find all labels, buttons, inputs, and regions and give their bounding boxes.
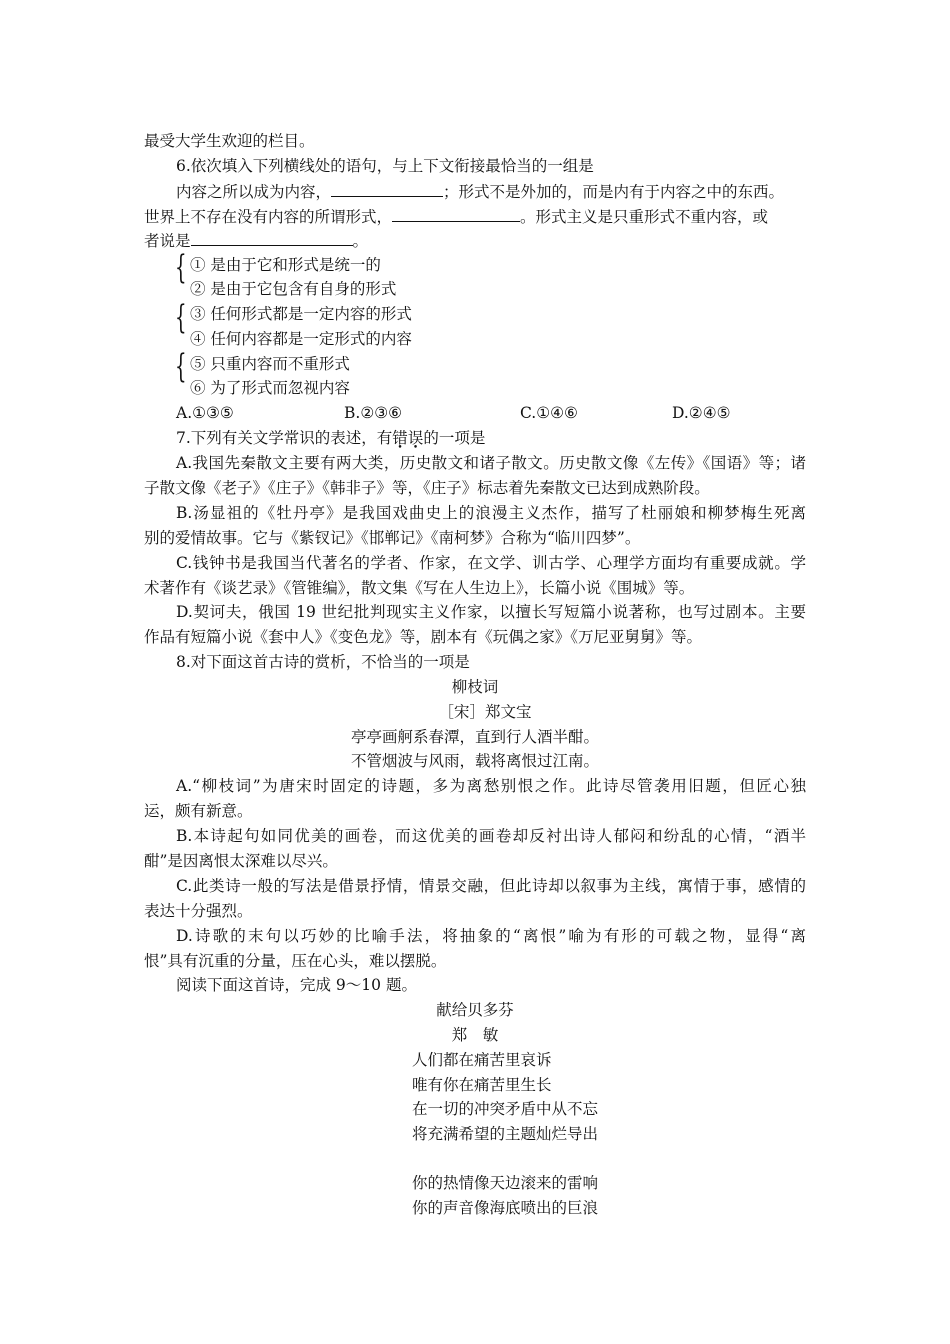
reading-poem-title: 献给贝多芬 <box>436 1001 514 1019</box>
q7-option-c-line1: C.钱钟书是我国当代著名的学者、作家，在文学、训古学、心理学方面均有重要成就。学 <box>176 554 806 572</box>
q6-passage-line-2 <box>144 207 768 227</box>
q6-item-3: ③ 任何形式都是一定内容的形式 <box>190 305 412 323</box>
q8-stem: 8.对下面这首古诗的赏析，不恰当的一项是 <box>176 653 470 671</box>
reading-poem-author: 郑 敏 <box>451 1026 499 1044</box>
poem-line-1: 亭亭画舸系春潭，直到行人酒半酣。 <box>350 728 599 746</box>
q6-brace-2: { <box>175 297 187 336</box>
q8-option-a-line1: A.“柳枝词”为唐宋时固定的诗题，多为离愁别恨之作。此诗尽管袭用旧题，但匠心独 <box>176 777 806 795</box>
q6-option-b: B.②③⑥ <box>344 404 403 422</box>
q6-blank-3 <box>191 231 353 246</box>
q6-text-2a: 世界上不存在没有内容的所谓形式， <box>144 208 393 226</box>
q6-brace-1: { <box>175 247 187 286</box>
stanza1-line-3: 在一切的冲突矛盾中从不忘 <box>412 1100 599 1118</box>
q8-option-c-line1: C.此类诗一般的写法是借景抒情，情景交融，但此诗却以叙事为主线，寓情于事，感情的 <box>176 877 806 895</box>
q8-option-b-line1: B.本诗起句如同优美的画卷，而这优美的画卷却反衬出诗人郁闷和纷乱的心情，“酒半 <box>176 827 806 845</box>
q6-passage-line-1 <box>176 182 784 202</box>
poem-line-2: 不管烟波与风雨，载将离恨过江南。 <box>350 752 599 770</box>
q8-option-b-line2: 酣”是因离恨太深难以尽兴。 <box>144 852 338 870</box>
q6-item-1: ① 是由于它和形式是统一的 <box>190 256 381 274</box>
q8-option-c-line2: 表达十分强烈。 <box>144 902 253 920</box>
intro-tail: 最受大学生欢迎的栏目。 <box>144 132 315 150</box>
q7-option-d-line2: 作品有短篇小说《套中人》《变色龙》等，剧本有《玩偶之家》《万尼亚舅舅》等。 <box>144 628 703 646</box>
q7-option-a-line2: 子散文像《老子》《庄子》《韩非子》等，《庄子》标志着先秦散文已达到成熟阶段。 <box>144 479 710 497</box>
q6-text-1b: ；形式不是外加的，而是内有于内容之中的东西。 <box>443 183 785 201</box>
q7-option-a-line1: A.我国先秦散文主要有两大类，历史散文和诸子散文。历史散文像《左传》《国语》等；诸 <box>176 454 806 472</box>
poem-title: 柳枝词 <box>451 678 499 696</box>
q6-option-a: A.①③⑤ <box>176 404 234 422</box>
q7-stem-post: 的一项是 <box>423 429 486 447</box>
q6-option-c: C.①④⑥ <box>520 404 578 422</box>
q8-option-d-line1: D.诗歌的末句以巧妙的比喻手法，将抽象的“离恨”喻为有形的可载之物，显得“离 <box>176 927 806 945</box>
q6-item-6: ⑥ 为了形式而忽视内容 <box>190 379 350 397</box>
q7-emphasis-2: 误 <box>407 429 424 447</box>
q7-option-b-line1: B.汤显祖的《牡丹亭》是我国戏曲史上的浪漫主义杰作，描写了杜丽娘和柳梦梅生死离 <box>176 504 806 522</box>
q8-option-a-line2: 运，颇有新意。 <box>144 802 253 820</box>
stanza2-line-1: 你的热情像天边滚来的雷响 <box>412 1174 599 1192</box>
reading-instruction: 阅读下面这首诗，完成 9～10 题。 <box>176 976 417 994</box>
q6-text-3a: 者说是 <box>144 232 191 250</box>
q6-item-2: ② 是由于它包含有自身的形式 <box>190 280 397 298</box>
stanza1-line-4: 将充满希望的主题灿烂导出 <box>412 1125 599 1143</box>
q7-option-d-line1: D.契诃夫，俄国 19 世纪批判现实主义作家，以擅长写短篇小说著称，也写过剧本。主要 <box>176 603 806 621</box>
q6-blank-1 <box>331 182 443 197</box>
q6-blank-2 <box>392 207 520 222</box>
q6-brace-3: { <box>175 346 187 385</box>
q7-emphasis-1: 错 <box>392 429 408 447</box>
stanza1-line-2: 唯有你在痛苦里生长 <box>412 1076 552 1094</box>
poem-author: ［宋］郑文宝 <box>438 703 532 721</box>
q7-option-c-line2: 术著作有《谈艺录》《管锥编》，散文集《写在人生边上》，长篇小说《围城》等。 <box>144 579 695 597</box>
q6-text-1a: 内容之所以成为内容， <box>176 183 332 201</box>
q7-stem-pre: 7.下列有关文学常识的表述，有 <box>176 429 393 447</box>
q6-item-5: ⑤ 只重内容而不重形式 <box>190 355 350 373</box>
q7-option-b-line2: 别的爱情故事。它与《紫钗记》《邯郸记》《南柯梦》合称为“临川四梦”。 <box>144 529 641 547</box>
q7-stem <box>176 428 485 448</box>
q6-text-2b: 。形式主义是只重形式不重内容，或 <box>520 208 769 226</box>
stanza2-line-2: 你的声音像海底喷出的巨浪 <box>412 1199 599 1217</box>
q8-option-d-line2: 恨”具有沉重的分量，压在心头，难以摆脱。 <box>144 952 447 970</box>
q6-stem: 6.依次填入下列横线处的语句，与上下文衔接最恰当的一组是 <box>176 157 594 175</box>
q6-item-4: ④ 任何内容都是一定形式的内容 <box>190 330 412 348</box>
stanza1-line-1: 人们都在痛苦里哀诉 <box>412 1051 552 1069</box>
q6-text-3b: 。 <box>352 232 369 250</box>
q6-option-d: D.②④⑤ <box>672 404 731 422</box>
